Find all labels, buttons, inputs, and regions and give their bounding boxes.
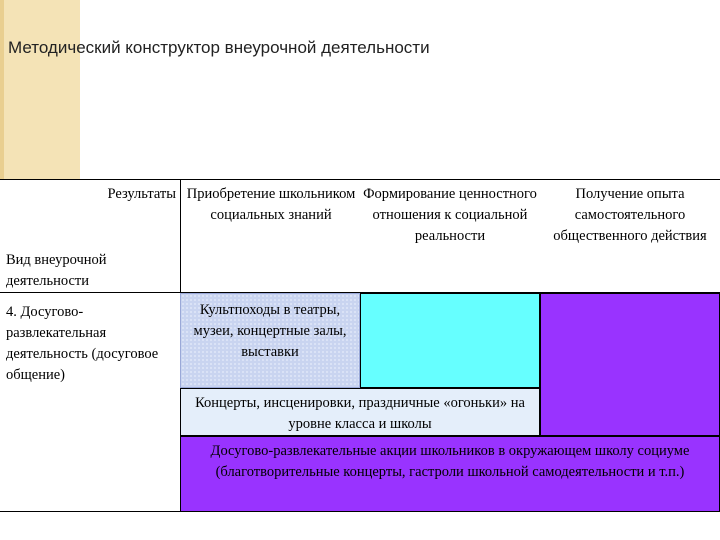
cell-leisure-actions: Досугово-развлекательные акции школьников в окружающем школу социуме (благотворительные концерты, гастроли школьной самодеятельности и т.п.): [180, 436, 720, 512]
header-results: Результаты: [107, 186, 176, 202]
cell-action-empty: [540, 293, 720, 436]
header-value-attitude: Формирование ценностного отношения к социальной реальности: [363, 186, 537, 244]
cell-concerts: Концерты, инсценировки, праздничные «огоньки» на уровне класса и школы: [180, 388, 540, 436]
header-social-knowledge: Приобретение школьником социальных знаний: [186, 186, 356, 223]
decorative-strip: [0, 0, 80, 180]
row-label-leisure: 4. Досугово-развлекательная деятельность (досуговое общение): [6, 304, 159, 383]
slide-title: Методический конструктор внеурочной деятельности: [8, 38, 430, 57]
column-divider: [180, 179, 181, 293]
table-bottom-border: [0, 511, 720, 512]
cell-excursions: Культпоходы в театры, музеи, концертные залы, выставки: [180, 293, 360, 388]
header-social-action: Получение опыта самостоятельного общественного действия: [553, 186, 707, 244]
header-activity-type: Вид внеурочной деятельности: [6, 252, 107, 289]
cell-value-empty: [360, 293, 540, 388]
